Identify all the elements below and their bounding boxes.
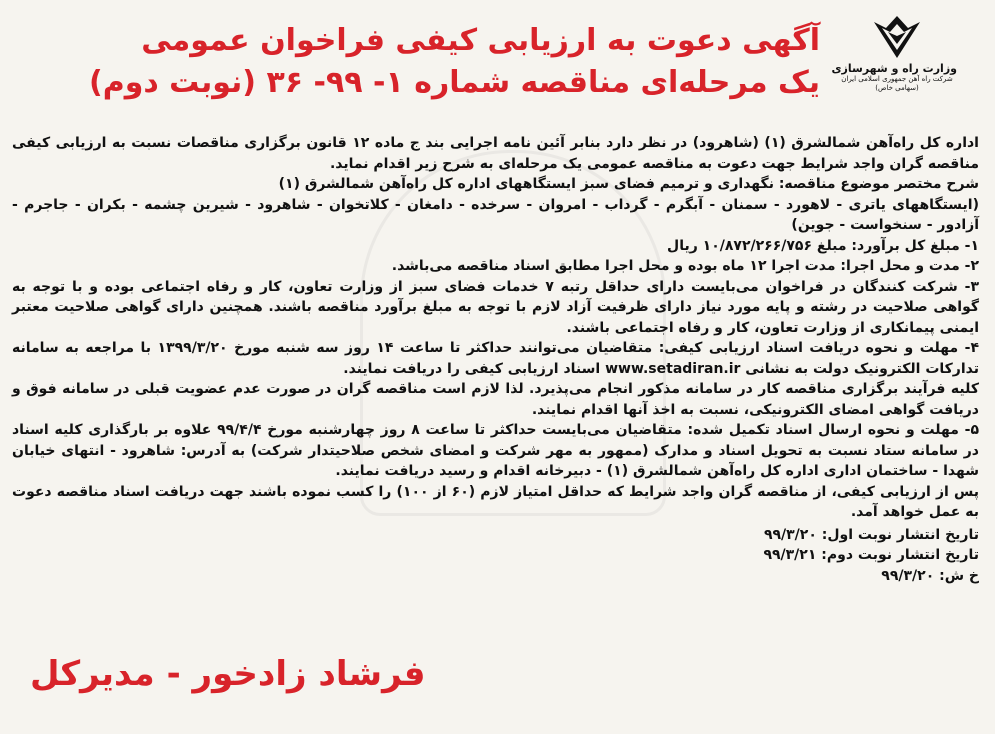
signature: فرشاد زادخور - مدیرکل bbox=[30, 654, 426, 694]
railway-emblem-icon bbox=[868, 14, 926, 60]
paragraph-eligibility: ۳- شرکت کنندگان در فراخوان می‌بایست دارای حداقل رتبه ۷ خدمات فضای سبز از وزارت تعاون، کار و رفاه اجتماعی بوده و با توجه به گواهی صلاحیت در رشته و پایه مورد نیاز دارای ظرفیت آزاد لازم با توجه به مبلغ برآورد مناقصه باشند. همچنین دارای گواهی صلاحیت معتبر ایمنی پیمانکاری از وزارت تعاون، کار و رفاه اجتماعی باشند. bbox=[12, 278, 979, 336]
ministry-logo bbox=[831, 14, 957, 93]
publication-dates bbox=[12, 525, 979, 587]
paragraph-estimate: ۱- مبلغ کل برآورد: مبلغ ۱۰/۸۷۲/۲۶۶/۷۵۶ ریال bbox=[667, 237, 979, 254]
logo-ministry-name: وزارت راه و شهرسازی bbox=[831, 62, 957, 75]
date-first-publication: تاریخ انتشار نوبت اول: ۹۹/۳/۲۰ bbox=[763, 526, 979, 543]
title-line-2: یک مرحله‌ای مناقصه شماره ۱- ۹۹- ۳۶ (نوبت دوم) bbox=[89, 65, 820, 100]
date-second-publication: تاریخ انتشار نوبت دوم: ۹۹/۳/۲۱ bbox=[763, 547, 979, 563]
paragraph-subject: شرح مختصر موضوع مناقصه: نگهداری و ترمیم فضای سبز ایستگاههای اداره کل راه‌آهن شمالشرق (۱) bbox=[278, 176, 979, 192]
paragraph-process: کلیه فرآیند برگزاری مناقصه کار در سامانه مذکور انجام می‌پذیرد. لذا لازم است مناقصه گران در صورت عدم عضویت قبلی در سامانه فوق و دریافت گواهی امضای الکترونیکی، نسبت به اخذ آنها اقدام نمایند. bbox=[12, 381, 979, 418]
title-line-1: آگهی دعوت به ارزیابی کیفی فراخوان عمومی bbox=[141, 23, 820, 58]
paragraph-duration: ۲- مدت و محل اجرا: مدت اجرا ۱۲ ماه بوده و محل اجرا مطابق اسناد مناقصه می‌باشد. bbox=[391, 258, 979, 274]
paragraph-conclusion: پس از ارزیابی کیفی، از مناقصه گران واجد شرایط که حداقل امتیاز لازم (۶۰ از ۱۰۰) را کسب نموده باشند جهت دریافت اسناد مناقصه دعوت به عمل خواهد آمد. bbox=[12, 483, 980, 520]
logo-company-type: (سهامی خاص) bbox=[875, 84, 919, 92]
paragraph-stations: (ایستگاههای یاتری - لاهورد - سمنان - آبگرم - گرداب - امروان - سرخده - دامغان - کلاتخوان - شاهرود - شیرین چشمه - بکران - جاجرم - آزادور - سنخواست - جوین) bbox=[12, 196, 979, 233]
logo-company-name: شرکت راه آهن جمهوری اسلامی ایران bbox=[841, 75, 953, 83]
paragraph-intro: اداره کل راه‌آهن شمالشرق (۱) (شاهرود) در نظر دارد بنابر آئین نامه اجرایی بند ج ماده ۱۲ قانون برگزاری مناقصات نسبت به ارزیابی کیفی مناقصه گران واجد شرایط جهت دعوت به مناقصه عمومی یک مرحله‌ای به شرح زیر اقدام نماید. bbox=[12, 135, 979, 172]
notice-title bbox=[89, 20, 820, 104]
paragraph-submission: ۵- مهلت و نحوه ارسال اسناد تکمیل شده: متقاضیان می‌بایست حداکثر تا ساعت ۸ روز چهارشنبه مورخ ۹۹/۴/۴ علاوه بر بارگذاری کلیه اسناد در سامانه ستاد نسبت به تحویل اسناد و مدارک (ممهور به مهر شرکت و امضای شخص صلاحیتدار شرکت) به آدرس: شاهرود - انتهای خیابان شهدا - ساختمان اداری اداره کل راه‌آهن شمالشرق (۱) - دبیرخانه اقدام و رسید دریافت نمایند. bbox=[12, 422, 979, 479]
notice-body bbox=[12, 133, 979, 586]
paragraph-documents-deadline: ۴- مهلت و نحوه دریافت اسناد ارزیابی کیفی: متقاضیان می‌توانند حداکثر تا ساعت ۱۴ روز سه شنبه مورخ ۱۳۹۹/۳/۲۰ با مراجعه به سامانه تدارکات الکترونیک دولت به نشانی www.setadiran.ir اسناد ارزیابی کیفی را دریافت نمایند. bbox=[12, 340, 979, 377]
date-code: خ ش: ۹۹/۳/۲۰ bbox=[881, 567, 979, 584]
